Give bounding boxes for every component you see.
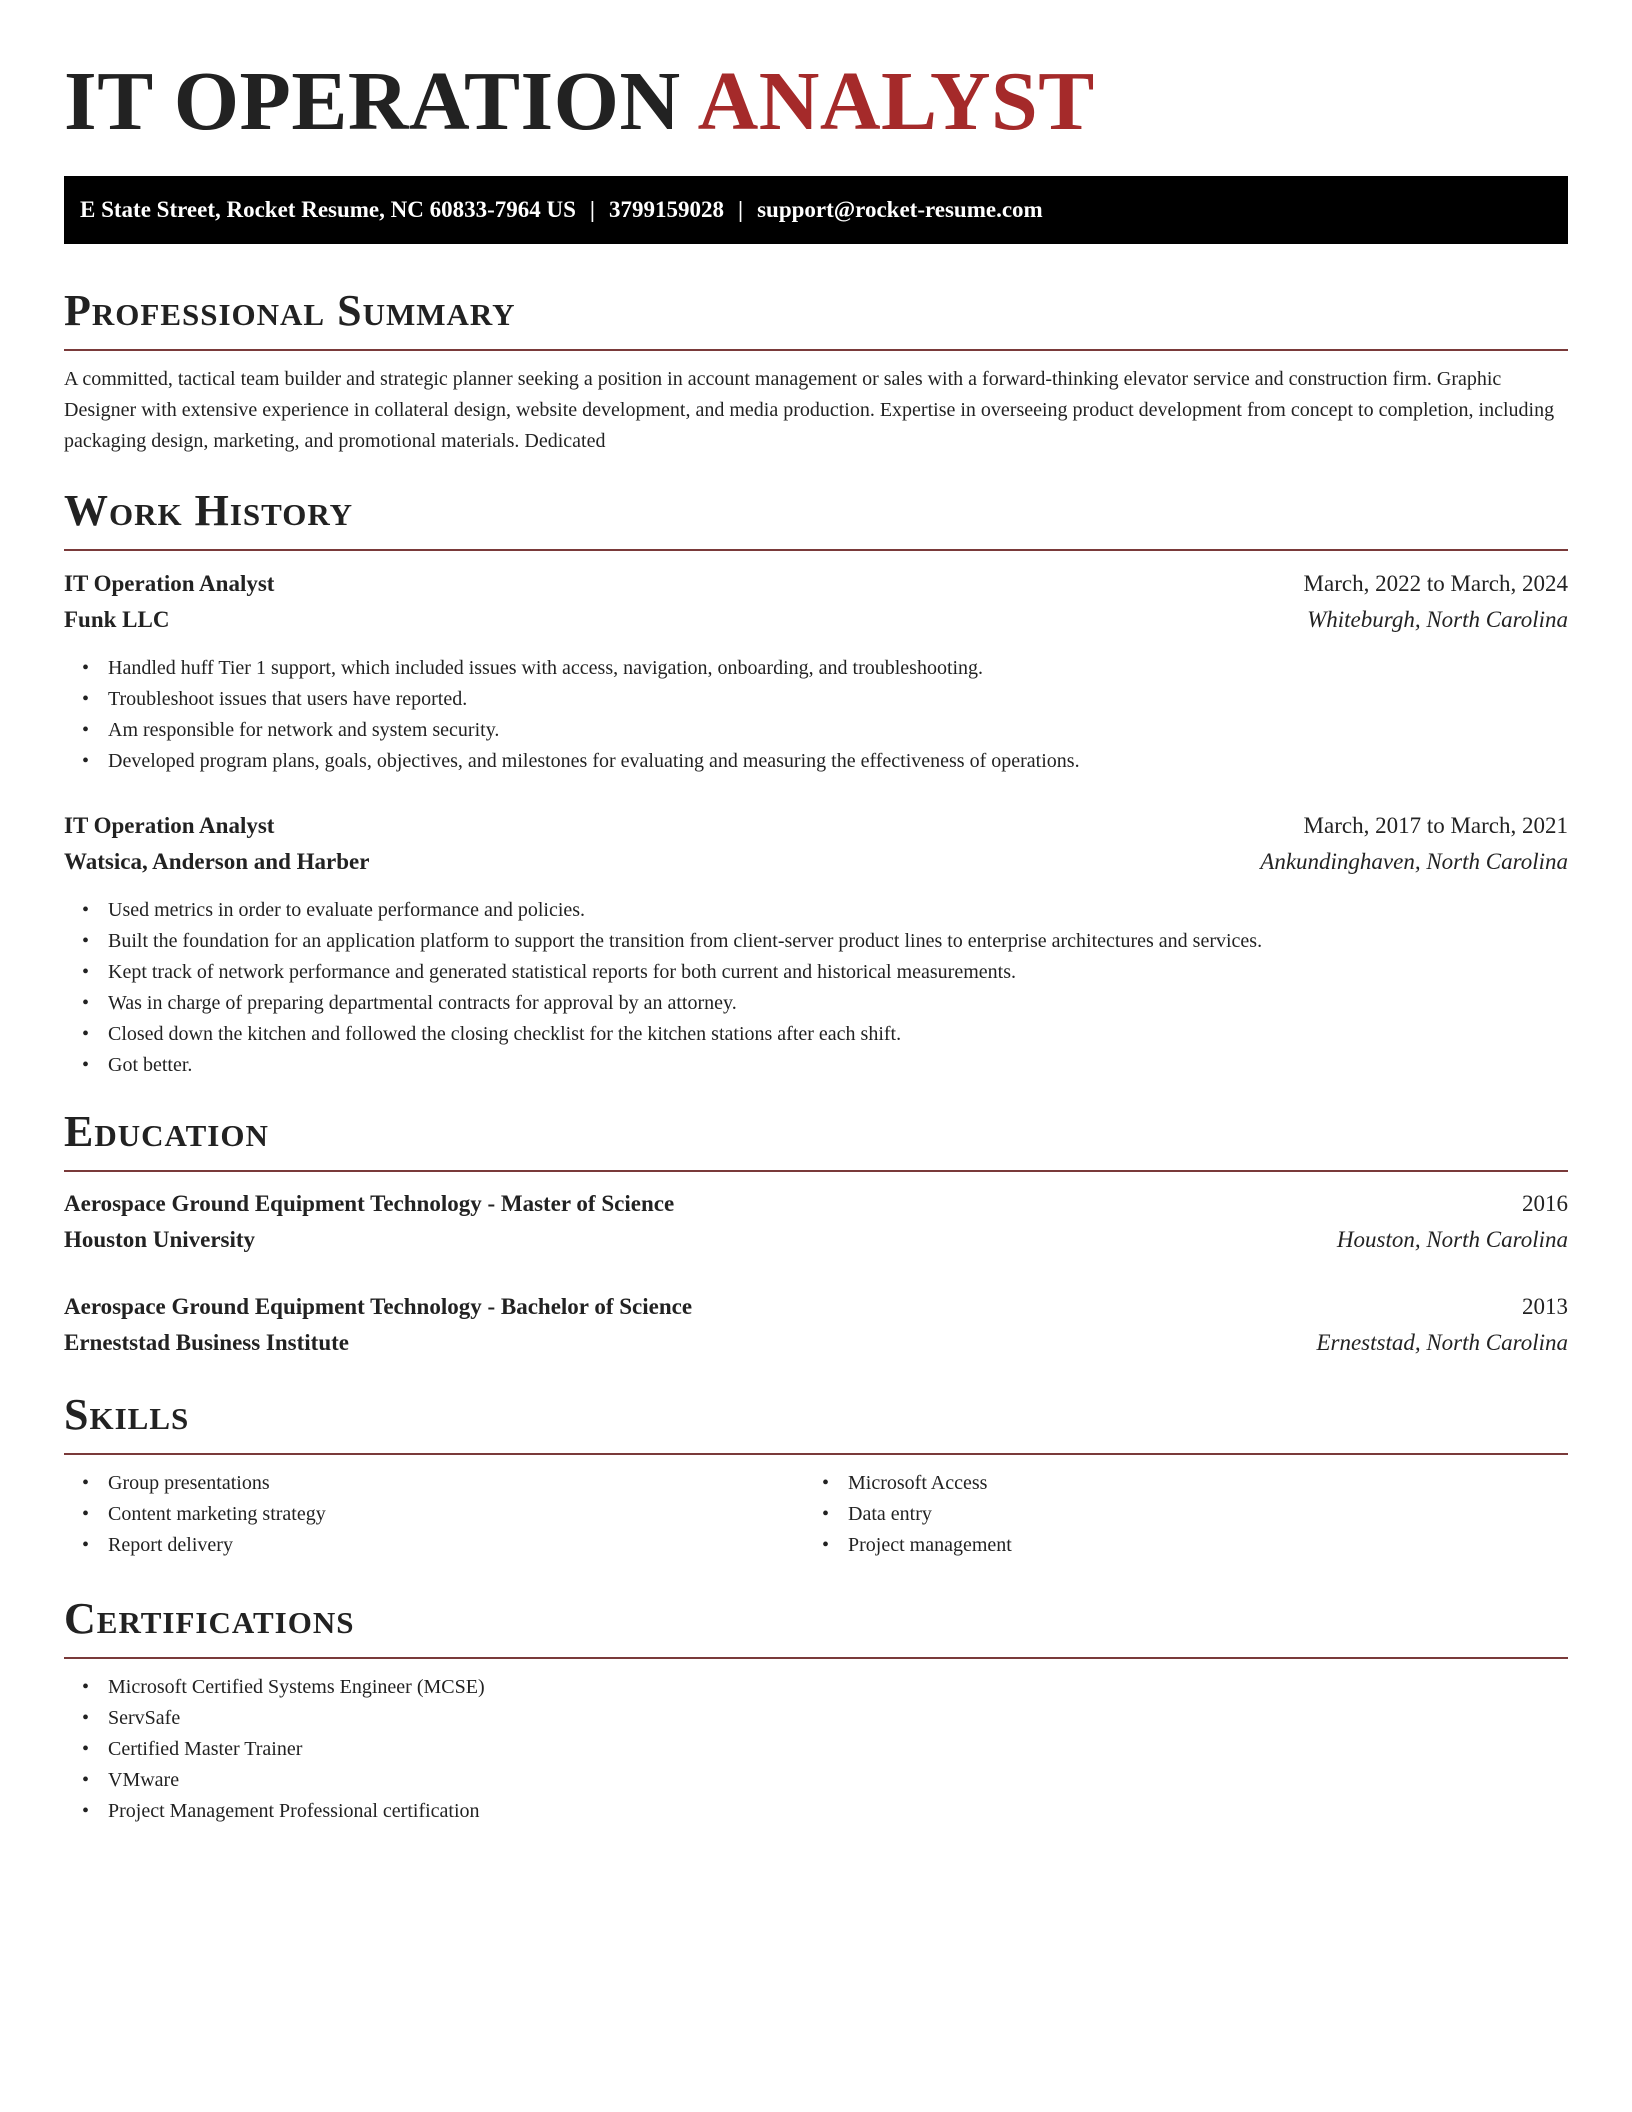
education-degree: Aerospace Ground Equipment Technology - Master of Science <box>64 1191 675 1216</box>
list-item: • Used metrics in order to evaluate performance and policies. <box>64 895 1262 926</box>
job-2-subheader <box>64 844 1568 880</box>
list-item: • Built the foundation for an application platform to support the transition from client-server product lines to enterprise architectures and services. <box>64 926 1262 957</box>
skill-item: • Report delivery <box>64 1530 326 1561</box>
skill-item: • Project management <box>804 1530 1012 1561</box>
certifications-heading: Certifications <box>64 1593 1568 1659</box>
education-location: Houston, North Carolina <box>1336 1227 1568 1252</box>
certification-item: • ServSafe <box>64 1703 485 1734</box>
certification-item: • Certified Master Trainer <box>64 1734 485 1765</box>
education-year: 2016 <box>1522 1191 1568 1216</box>
education-year: 2013 <box>1522 1294 1568 1319</box>
education-1-header <box>64 1186 1568 1222</box>
job-1-bullets <box>64 653 1080 777</box>
education-school: Houston University <box>64 1227 256 1252</box>
skill-item: • Content marketing strategy <box>64 1499 326 1530</box>
education-1-subheader <box>64 1222 1568 1258</box>
resume-content <box>64 0 1568 1822</box>
skills-list-left <box>64 1468 326 1561</box>
list-item: • Kept track of network performance and generated statistical reports for both current and historical measurements. <box>64 957 1262 988</box>
job-role: IT Operation Analyst <box>64 813 275 838</box>
list-item: • Developed program plans, goals, objectives, and milestones for evaluating and measuring the effectiveness of operations. <box>64 746 1080 777</box>
name-heading <box>64 0 1568 172</box>
summary-heading: Professional Summary <box>64 285 1568 351</box>
education-2-header <box>64 1289 1568 1325</box>
skill-item: • Data entry <box>804 1499 1012 1530</box>
certification-item: • VMware <box>64 1765 485 1796</box>
certifications-list <box>64 1672 485 1827</box>
education-degree: Aerospace Ground Equipment Technology - Bachelor of Science <box>64 1294 693 1319</box>
skill-item: • Microsoft Access <box>804 1468 1012 1499</box>
job-role: IT Operation Analyst <box>64 571 275 596</box>
job-dates: March, 2022 to March, 2024 <box>1303 571 1568 596</box>
skills-heading: Skills <box>64 1389 1568 1455</box>
job-1-subheader <box>64 602 1568 638</box>
job-location: Ankundinghaven, North Carolina <box>1260 849 1568 874</box>
job-location: Whiteburgh, North Carolina <box>1307 607 1568 632</box>
work-history-heading: Work History <box>64 485 1568 551</box>
education-heading: Education <box>64 1106 1568 1172</box>
contact-separator: | <box>589 197 595 222</box>
list-item: • Am responsible for network and system security. <box>64 715 1080 746</box>
name-first: IT OPERATION <box>64 55 681 148</box>
skill-item: • Group presentations <box>64 1468 326 1499</box>
job-company: Watsica, Anderson and Harber <box>64 849 370 874</box>
job-2-bullets <box>64 895 1262 1081</box>
name-last: ANALYST <box>697 55 1095 148</box>
list-item: • Was in charge of preparing departmental contracts for approval by an attorney. <box>64 988 1262 1019</box>
certification-item: • Microsoft Certified Systems Engineer (MCSE) <box>64 1672 485 1703</box>
contact-separator: | <box>738 197 744 222</box>
certification-item: • Project Management Professional certification <box>64 1796 485 1827</box>
education-2-subheader <box>64 1325 1568 1361</box>
job-dates: March, 2017 to March, 2021 <box>1303 813 1568 838</box>
list-item: • Closed down the kitchen and followed the closing checklist for the kitchen stations after each shift. <box>64 1019 1262 1050</box>
contact-bar <box>64 176 1568 244</box>
list-item: • Got better. <box>64 1050 1262 1081</box>
contact-phone: 3799159028 <box>609 197 724 222</box>
summary-text: A committed, tactical team builder and strategic planner seeking a position in account management or sales with a forward-thinking elevator service and construction firm. Graphic Designer with extensive experience in collateral design, website development, and media production. Expertise in overseeing product development from concept to completion, including packaging design, marketing, and promotional materials. Dedicated <box>64 368 1555 452</box>
contact-email: support@rocket-resume.com <box>757 197 1043 222</box>
contact-address: E State Street, Rocket Resume, NC 60833-7964 US <box>80 197 576 222</box>
education-school: Erneststad Business Institute <box>64 1330 349 1355</box>
job-company: Funk LLC <box>64 607 170 632</box>
job-2-header <box>64 808 1568 844</box>
job-1-header <box>64 566 1568 602</box>
list-item: • Troubleshoot issues that users have reported. <box>64 684 1080 715</box>
skills-list-right <box>804 1468 1012 1561</box>
education-location: Erneststad, North Carolina <box>1316 1330 1568 1355</box>
list-item: • Handled huff Tier 1 support, which included issues with access, navigation, onboarding, and troubleshooting. <box>64 653 1080 684</box>
